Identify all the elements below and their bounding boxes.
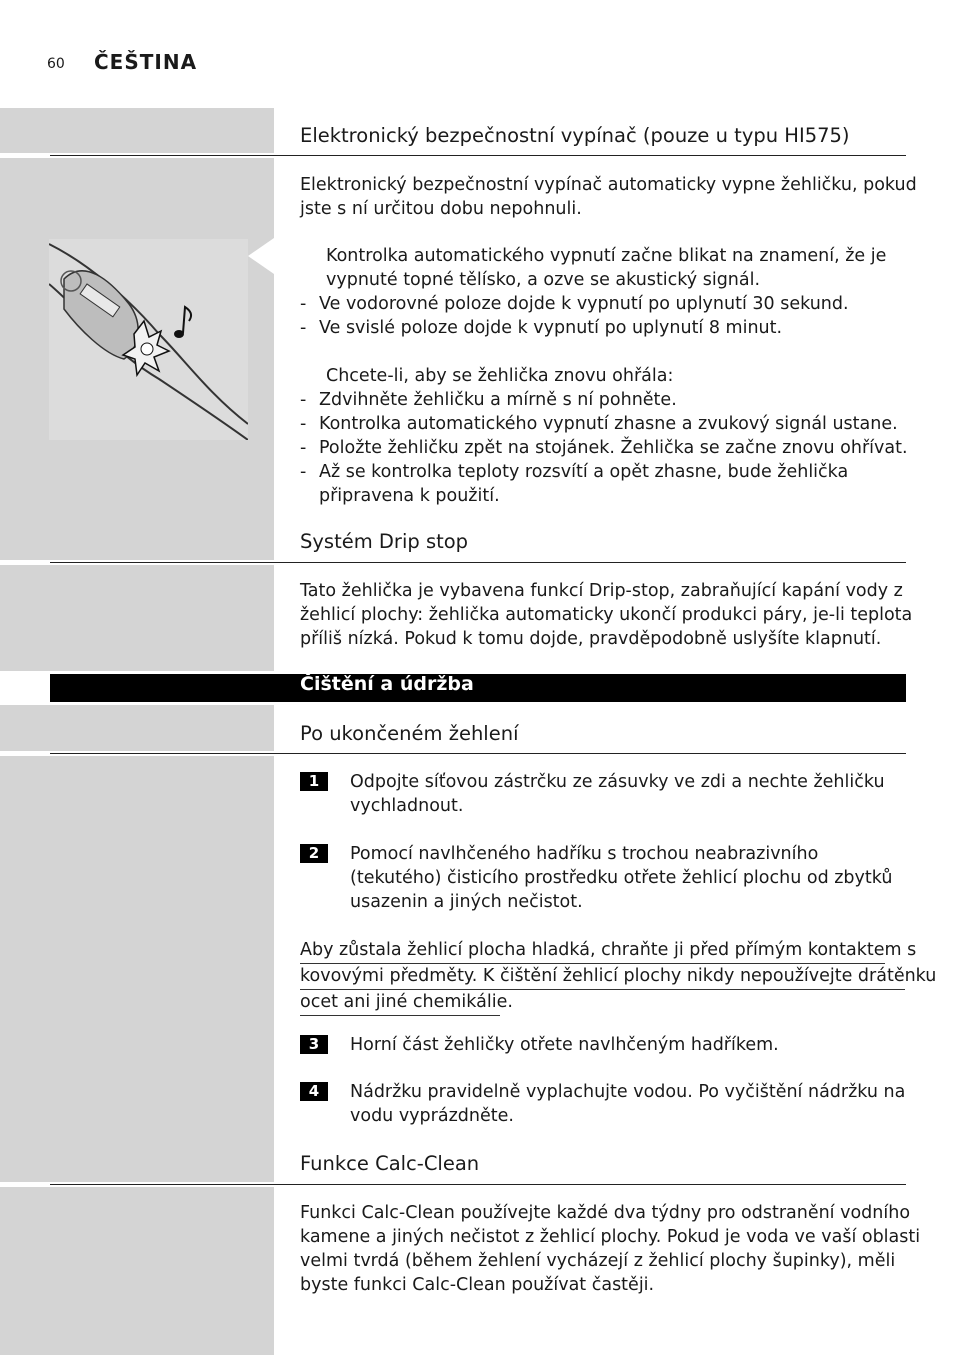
iron-auto-off-illustration bbox=[49, 239, 248, 440]
section-rule bbox=[50, 155, 906, 156]
page-number: 60 bbox=[47, 56, 65, 72]
section-title-cleaning: Čištění a údržba bbox=[300, 673, 474, 695]
section-title-drip-stop: Systém Drip stop bbox=[300, 530, 469, 553]
warning-paragraph: Aby zůstala žehlicí plocha hladká, chraňte ji před přímým kontaktem s kovovými předměty. K čištění žehlicí plochy nikdy nepoužívejte drátěnku ocet ani jiné chemikálie. bbox=[300, 938, 900, 1016]
section-rule bbox=[50, 753, 906, 754]
paragraph-blink: Kontrolka automatického vypnutí začne blikat na znamení, že je vypnuté topné tělísko, a ozve se akustický signál. bbox=[326, 246, 887, 290]
step-number-1: 1 bbox=[300, 772, 328, 791]
paragraph-intro: Elektronický bezpečnostní vypínač automaticky vypne žehličku, pokud jste s ní určitou dobu nepohnuli. bbox=[300, 175, 917, 219]
language-heading: ČEŠTINA bbox=[94, 50, 198, 74]
section-bar-cleaning bbox=[50, 674, 906, 702]
step-number-3: 3 bbox=[300, 1035, 328, 1054]
bullet-list-1: - Ve vodorovné poloze dojde k vypnutí po uplynutí 30 sekund. - Ve svislé poloze dojde k vypnutí po uplynutí 8 minut. bbox=[300, 294, 849, 338]
section-title-safety-switch: Elektronický bezpečnostní vypínač (pouze u typu HI575) bbox=[300, 124, 850, 147]
paragraph-reheat: Chcete-li, aby se žehlička znovu ohřála: bbox=[326, 366, 674, 386]
section-title-calc-clean: Funkce Calc-Clean bbox=[300, 1152, 480, 1175]
step-1-text: Odpojte síťovou zástrčku ze zásuvky ve zdi a nechte žehličku vychladnout. bbox=[350, 772, 885, 816]
step-number-4: 4 bbox=[300, 1082, 328, 1101]
section-rule bbox=[50, 1184, 906, 1185]
section-rule bbox=[50, 562, 906, 563]
paragraph-calc-clean: Funkci Calc-Clean používejte každé dva týdny pro odstranění vodního kamene a jiných nečistot z žehlicí plochy. Pokud je voda ve vaší oblasti velmi tvrdá (během žehlení vycházejí z žehlicí plochy šupinky), měli byste funkci Calc-Clean používat častěji. bbox=[300, 1203, 921, 1295]
section-title-after-ironing: Po ukončeném žehlení bbox=[300, 722, 519, 745]
step-2-text: Pomocí navlhčeného hadříku s trochou neabrazivního (tekutého) čisticího prostředku otřete žehlicí plochu od zbytků usazenin a jiných nečistot. bbox=[350, 844, 893, 912]
paragraph-drip-stop: Tato žehlička je vybavena funkcí Drip-stop, zabraňující kapání vody z žehlicí plochy: žehlička automaticky ukončí produkci páry, je-li teplota příliš nízká. Pokud k tomu dojde, pravděpodobně uslyšíte klapnutí. bbox=[300, 581, 913, 649]
bullet-list-2: - Zdvihněte žehličku a mírně s ní pohněte. - Kontrolka automatického vypnutí zhasne a zvukový signál ustane. - Položte žehličku zpět na stojánek. Žehlička se začne znovu ohřívat. - Až se kontrolka teploty rozsvítí a opět zhasne, bude žehlička připravena k použití. bbox=[300, 390, 908, 506]
pointer-triangle bbox=[248, 238, 276, 274]
step-4-text: Nádržku pravidelně vyplachujte vodou. Po vyčištění nádržku na vodu vyprázdněte. bbox=[350, 1082, 906, 1126]
step-number-2: 2 bbox=[300, 844, 328, 863]
step-3-text: Horní část žehličky otřete navlhčeným hadříkem. bbox=[350, 1035, 779, 1055]
